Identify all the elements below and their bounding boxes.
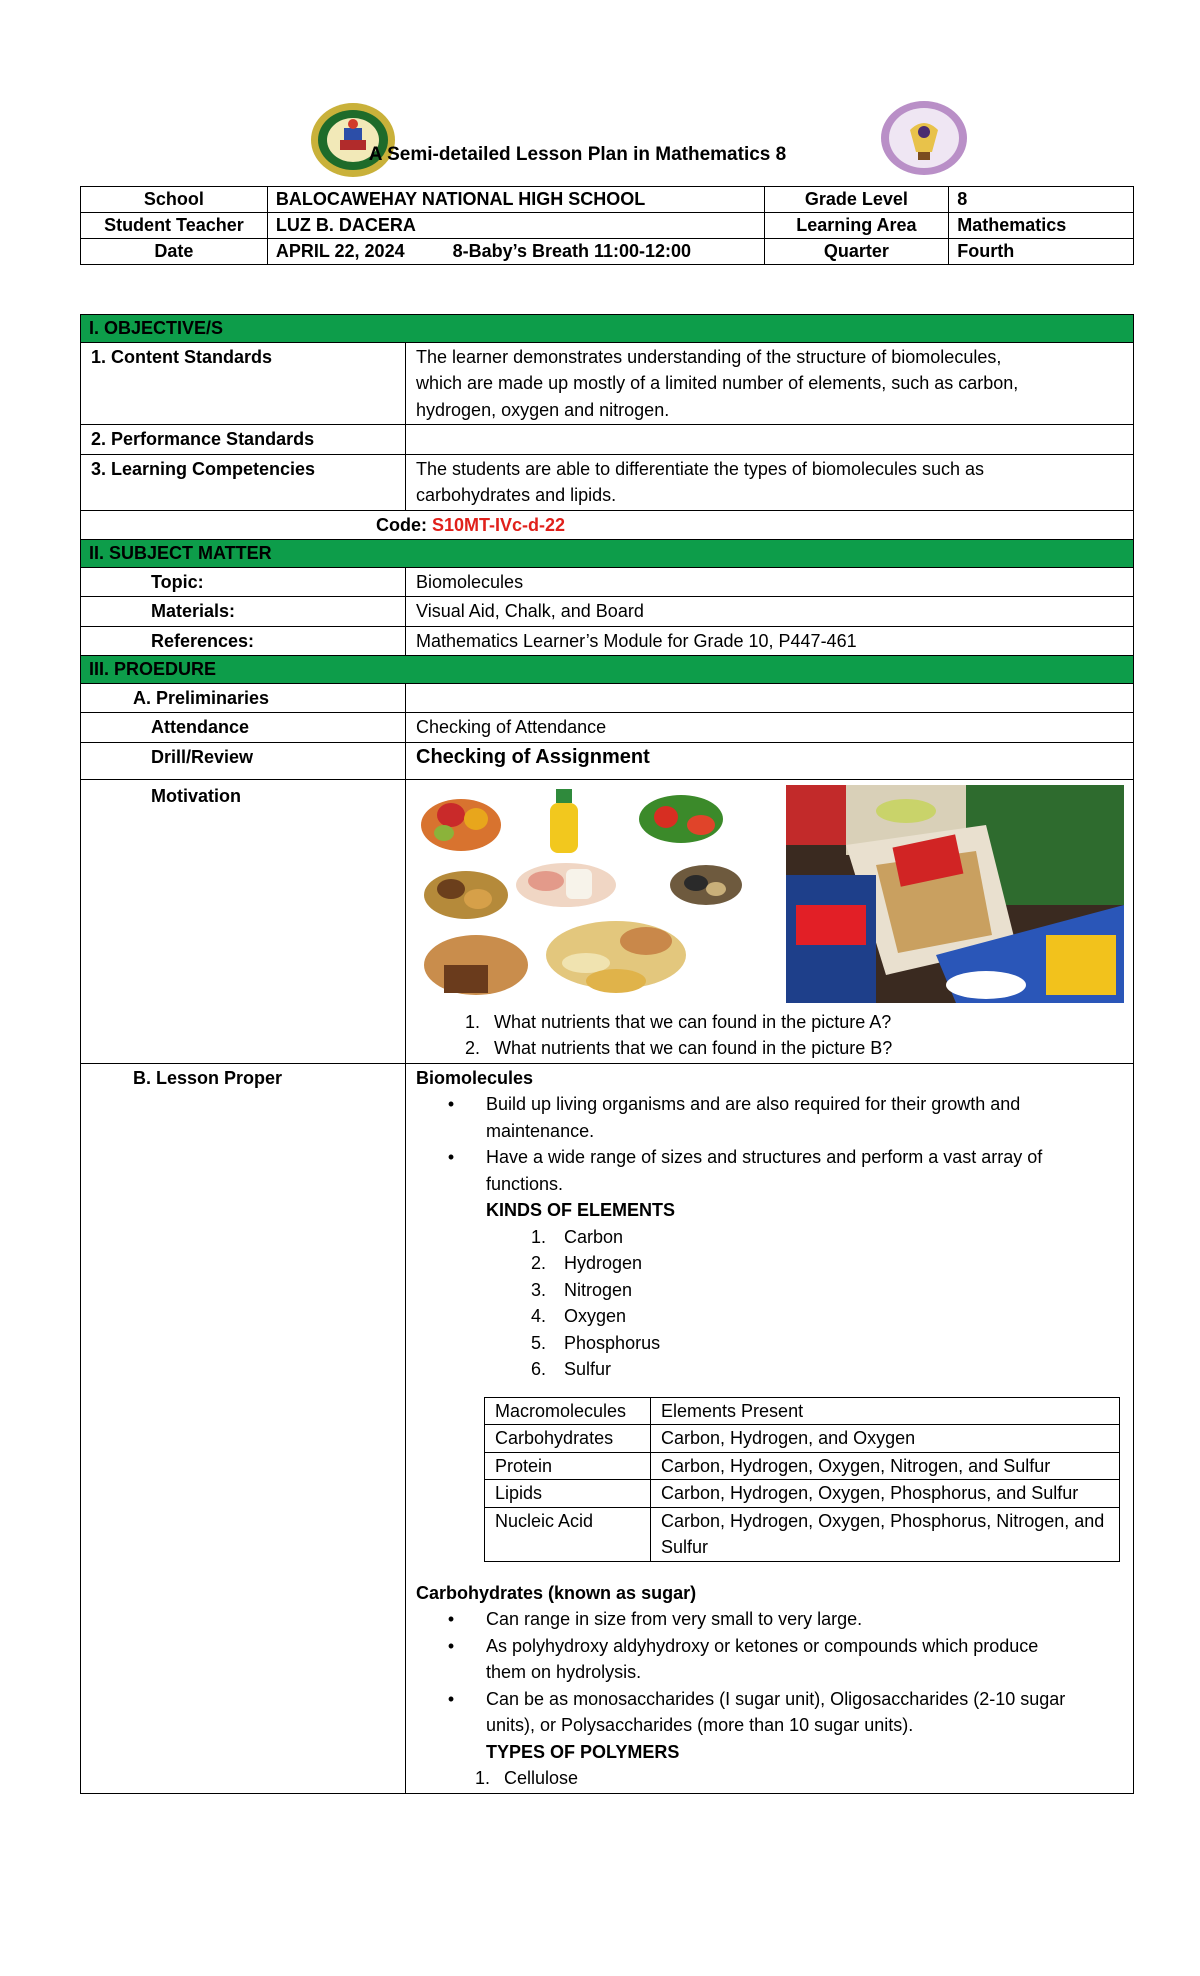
topic-label: Topic:	[81, 567, 406, 597]
question-number: 1.	[465, 1011, 481, 1032]
carbohydrates-heading: Carbohydrates (known as sugar)	[416, 1582, 697, 1603]
procedure-heading: III. PROEDURE	[81, 656, 1134, 684]
objectives-heading: I. OBJECTIVE/S	[81, 315, 1134, 343]
content-standards-line: The learner demonstrates understanding of the structure of biomolecules,	[416, 346, 1002, 367]
date-label: Date	[81, 239, 268, 265]
code-row	[81, 510, 1134, 540]
grade-level-value: 8	[949, 187, 1134, 213]
bullet-item	[416, 1686, 1123, 1739]
bullet-text	[486, 1144, 1123, 1197]
element-name: Sulfur	[564, 1359, 612, 1379]
bullet-line: As polyhydroxy aldyhydroxy or ketones or compounds which produce	[486, 1635, 1039, 1656]
bullet-item	[416, 1633, 1123, 1686]
bullet-dot: •	[447, 1609, 455, 1629]
learning-competencies-line: The students are able to differentiate the types of biomolecules such as	[416, 458, 985, 479]
drill-review-value: Checking of Assignment	[406, 742, 1134, 779]
learning-area-label: Learning Area	[764, 213, 949, 239]
bullet-text	[486, 1633, 1123, 1686]
elements-present-header: Elements Present	[651, 1397, 1120, 1425]
preliminaries-label: A. Preliminaries	[81, 683, 406, 713]
element-number: 4.	[531, 1306, 547, 1326]
content-standards-label: 1. Content Standards	[81, 342, 406, 425]
element-name: Carbon	[564, 1226, 624, 1247]
polymer-item	[416, 1765, 1123, 1792]
learning-competencies-line: carbohydrates and lipids.	[416, 485, 617, 505]
motivation-label: Motivation	[81, 779, 406, 1063]
element-name: Phosphorus	[564, 1332, 661, 1353]
element-number: 5.	[531, 1332, 547, 1353]
grade-level-label: Grade Level	[764, 187, 949, 213]
drill-review-label: Drill/Review	[81, 742, 406, 779]
performance-standards-label: 2. Performance Standards	[81, 425, 406, 455]
materials-label: Materials:	[81, 597, 406, 627]
element-name: Oxygen	[564, 1306, 627, 1326]
kinds-of-elements-heading: KINDS OF ELEMENTS	[486, 1200, 676, 1220]
bullet-line: them on hydrolysis.	[486, 1662, 642, 1682]
content-standards-line: hydrogen, oxygen and nitrogen.	[416, 399, 670, 420]
macromolecule-elements: Carbon, Hydrogen, Oxygen, Phosphorus, Nitrogen, and Sulfur	[651, 1507, 1120, 1561]
types-of-polymers-heading: TYPES OF POLYMERS	[486, 1741, 680, 1762]
school-value: BALOCAWEHAY NATIONAL HIGH SCHOOL	[267, 187, 764, 213]
motivation-content	[406, 779, 1134, 1063]
materials-value: Visual Aid, Chalk, and Board	[406, 597, 1134, 627]
document-title: A Semi-detailed Lesson Plan in Mathematics 8	[368, 144, 787, 165]
bullet-dot: •	[447, 1147, 455, 1167]
element-name: Nitrogen	[564, 1279, 633, 1300]
learning-competencies-value	[406, 454, 1134, 510]
macromolecule-elements: Carbon, Hydrogen, Oxygen, Nitrogen, and Sulfur	[651, 1452, 1120, 1480]
student-teacher-label: Student Teacher	[81, 213, 268, 239]
bullet-line: Build up living organisms and are also required for their growth and	[486, 1094, 1021, 1114]
macromolecule-elements: Carbon, Hydrogen, Oxygen, Phosphorus, and Sulfur	[651, 1480, 1120, 1508]
quarter-value: Fourth	[949, 239, 1134, 265]
macromolecule-row	[485, 1425, 1120, 1453]
lesson-plan-table	[80, 314, 1134, 1794]
bullet-dot: •	[447, 1635, 455, 1656]
school-label: School	[81, 187, 268, 213]
motivation-question	[416, 1035, 1123, 1062]
element-name: Hydrogen	[564, 1253, 643, 1273]
topic-value: Biomolecules	[406, 567, 1134, 597]
macromolecule-elements: Carbon, Hydrogen, and Oxygen	[651, 1425, 1120, 1453]
bullet-text	[486, 1606, 1123, 1633]
element-item	[416, 1330, 1123, 1357]
content-standards-line: which are made up mostly of a limited number of elements, such as carbon,	[416, 373, 1019, 393]
bullet-item	[416, 1091, 1123, 1144]
macromolecule-row	[485, 1507, 1120, 1561]
question-number: 2.	[465, 1038, 481, 1058]
header-info-table	[80, 186, 1134, 265]
learning-competencies-label: 3. Learning Competencies	[81, 454, 406, 510]
bullet-dot: •	[447, 1688, 455, 1709]
school-seal-logo	[310, 102, 396, 178]
section-time: 8-Baby’s Breath 11:00-12:00	[452, 241, 692, 261]
references-value: Mathematics Learner’s Module for Grade 10, P447-461	[406, 626, 1134, 656]
question-text: What nutrients that we can found in the picture B?	[494, 1038, 893, 1058]
bullet-item	[416, 1144, 1123, 1197]
motivation-question	[416, 1009, 1123, 1036]
macromolecule-name: Nucleic Acid	[485, 1507, 651, 1561]
bullet-dot: •	[447, 1094, 455, 1114]
element-item	[416, 1224, 1123, 1251]
references-label: References:	[81, 626, 406, 656]
content-standards-value	[406, 342, 1134, 425]
subject-matter-heading: II. SUBJECT MATTER	[81, 540, 1134, 568]
date-value: APRIL 22, 2024 8-Baby’s Breath 11:00-12:00	[267, 239, 764, 265]
macromolecule-row	[485, 1480, 1120, 1508]
attendance-label: Attendance	[81, 713, 406, 743]
bullet-line: maintenance.	[486, 1120, 595, 1141]
element-number: 2.	[531, 1253, 547, 1273]
bullet-text	[486, 1686, 1123, 1739]
bullet-item	[416, 1606, 1123, 1633]
element-number: 3.	[531, 1279, 547, 1300]
element-item	[416, 1250, 1123, 1277]
bullet-line: Have a wide range of sizes and structures and perform a vast array of	[486, 1147, 1043, 1167]
student-teacher-value: LUZ B. DACERA	[267, 213, 764, 239]
performance-standards-value	[406, 425, 1134, 455]
learning-area-value: Mathematics	[949, 213, 1134, 239]
junk-food-snacks-image	[786, 785, 1124, 1003]
element-item	[416, 1303, 1123, 1330]
bullet-text	[486, 1091, 1123, 1144]
quarter-label: Quarter	[764, 239, 949, 265]
biomolecules-heading: Biomolecules	[416, 1067, 534, 1088]
bullet-line: Can range in size from very small to very large.	[486, 1609, 863, 1629]
macromolecules-header: Macromolecules	[485, 1397, 651, 1425]
code-value: S10MT-IVc-d-22	[432, 514, 566, 535]
bullet-line: functions.	[486, 1173, 564, 1194]
macromolecule-name: Protein	[485, 1452, 651, 1480]
attendance-value: Checking of Attendance	[406, 713, 1134, 743]
macromolecules-table	[484, 1397, 1120, 1562]
macromolecule-name: Carbohydrates	[485, 1425, 651, 1453]
element-number: 6.	[531, 1359, 547, 1379]
question-text: What nutrients that we can found in the picture A?	[494, 1011, 892, 1032]
element-item	[416, 1277, 1123, 1304]
polymer-name: Cellulose	[504, 1768, 579, 1788]
assorted-foods-image	[416, 785, 766, 1007]
lesson-proper-content	[406, 1063, 1134, 1793]
code-label: Code:	[376, 514, 427, 535]
polymer-number: 1.	[475, 1768, 491, 1788]
element-item	[416, 1356, 1123, 1383]
element-number: 1.	[531, 1226, 547, 1247]
macromolecule-row	[485, 1452, 1120, 1480]
lesson-proper-label: B. Lesson Proper	[81, 1063, 406, 1793]
bullet-line: Can be as monosaccharides (I sugar unit), Oligosaccharides (2-10 sugar	[486, 1688, 1066, 1709]
macromolecule-name: Lipids	[485, 1480, 651, 1508]
bullet-line: units), or Polysaccharides (more than 10 sugar units).	[486, 1715, 914, 1735]
